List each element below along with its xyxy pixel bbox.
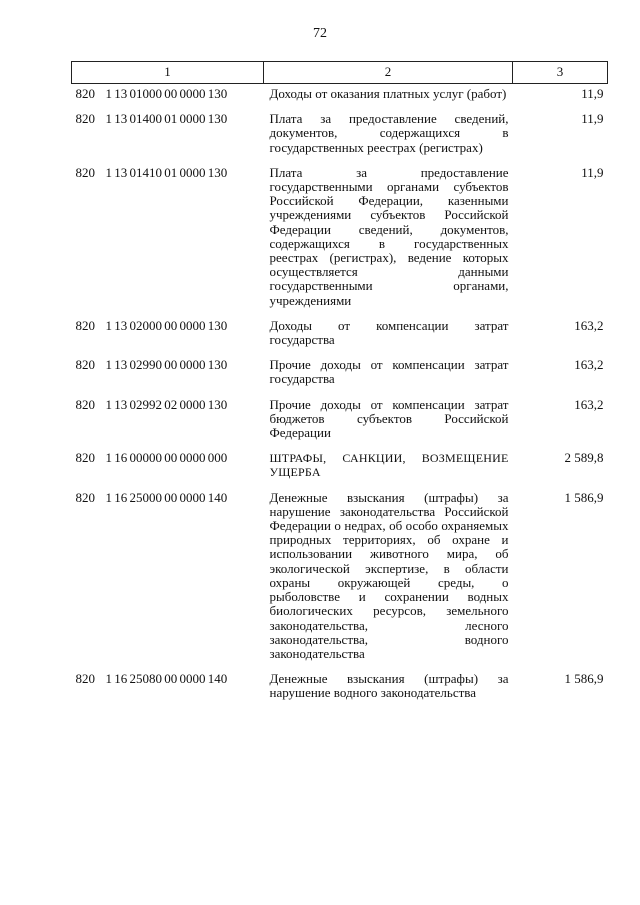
amount-cell: 11,9 bbox=[581, 111, 604, 127]
table-row bbox=[72, 451, 608, 490]
budget-revenue-table bbox=[71, 61, 608, 712]
budget-code-cell bbox=[72, 672, 264, 711]
table-row bbox=[72, 84, 608, 113]
revenue-name-cell: Денежные взыскания (штрафы) за нарушение законодательства Российской Федерации о недрах, об особо охраняемых природных территориях, об охране и использовании животного мира, об экологической экспертизе, в области охраны окружающей среды, о рыболовстве и сохранении водных биологических ресурсов, земельного законодательства, лесного законодательства, водного законодательства bbox=[269, 489, 509, 661]
column-header-1: 1 bbox=[72, 62, 264, 84]
budget-code-cell bbox=[72, 319, 264, 358]
admin-code: 820 bbox=[75, 450, 95, 466]
admin-code: 820 bbox=[75, 111, 95, 127]
classification-code: 1 13 02992 02 0000 130 bbox=[105, 396, 228, 412]
budget-code-cell bbox=[72, 491, 264, 672]
amount-cell: 163,2 bbox=[574, 317, 604, 333]
budget-code-cell bbox=[72, 84, 264, 113]
admin-code: 820 bbox=[75, 86, 95, 101]
amount-cell: 163,2 bbox=[574, 396, 604, 412]
classification-code: 1 13 02990 00 0000 130 bbox=[105, 357, 228, 373]
admin-code: 820 bbox=[75, 317, 95, 333]
table-row bbox=[72, 319, 608, 358]
revenue-name-cell: Плата за предоставление государственными органами субъектов Российской Федерации, казенными учреждениями субъектов Российской Федерации сведений, документов, содержащихся в государственных реестрах (регистрах), ведение которых осуществляется данными государственными органами, учреждениями bbox=[269, 164, 509, 308]
table-row bbox=[72, 398, 608, 452]
classification-code: 1 13 02000 00 0000 130 bbox=[105, 317, 228, 333]
classification-code: 1 16 25080 00 0000 140 bbox=[105, 671, 228, 687]
revenue-name-cell: Доходы от компенсации затрат государства bbox=[269, 317, 509, 348]
budget-code-cell bbox=[72, 112, 264, 166]
table-row bbox=[72, 491, 608, 672]
revenue-name-cell: Прочие доходы от компенсации затрат государства bbox=[269, 357, 509, 387]
column-header-3: 3 bbox=[513, 62, 608, 84]
budget-code-cell bbox=[72, 166, 264, 319]
revenue-name-cell: Денежные взыскания (штрафы) за нарушение водного законодательства bbox=[269, 671, 509, 701]
budget-code-cell bbox=[72, 398, 264, 452]
table-row bbox=[72, 672, 608, 711]
admin-code: 820 bbox=[75, 396, 95, 412]
amount-cell: 1 586,9 bbox=[564, 671, 604, 687]
column-header-2: 2 bbox=[264, 62, 513, 84]
classification-code: 1 13 01400 01 0000 130 bbox=[105, 111, 228, 127]
table-row bbox=[72, 358, 608, 397]
admin-code: 820 bbox=[75, 357, 95, 373]
revenue-name-cell: ШТРАФЫ, САНКЦИИ, ВОЗМЕЩЕНИЕ УЩЕРБА bbox=[269, 451, 509, 480]
amount-cell: 1 586,9 bbox=[564, 489, 604, 505]
admin-code: 820 bbox=[75, 489, 95, 505]
revenue-name-cell: Прочие доходы от компенсации затрат бюджетов субъектов Российской Федерации bbox=[269, 396, 509, 441]
amount-cell: 2 589,8 bbox=[564, 450, 604, 466]
admin-code: 820 bbox=[75, 671, 95, 687]
classification-code: 1 13 01000 00 0000 130 bbox=[105, 86, 228, 101]
classification-code: 1 16 00000 00 0000 000 bbox=[105, 450, 228, 466]
admin-code: 820 bbox=[75, 164, 95, 180]
classification-code: 1 16 25000 00 0000 140 bbox=[105, 489, 228, 505]
page-number: 72 bbox=[313, 26, 327, 41]
budget-code-cell bbox=[72, 358, 264, 397]
table-body bbox=[72, 84, 608, 712]
amount-cell: 163,2 bbox=[574, 357, 604, 373]
revenue-name-cell: Плата за предоставление сведений, документов, содержащихся в государственных реестрах (регистрах) bbox=[269, 111, 509, 155]
table-row bbox=[72, 166, 608, 319]
budget-code-cell bbox=[72, 451, 264, 490]
classification-code: 1 13 01410 01 0000 130 bbox=[105, 164, 228, 180]
table-row bbox=[72, 112, 608, 166]
revenue-name-cell: Доходы от оказания платных услуг (работ) bbox=[269, 86, 507, 101]
table-header-row bbox=[72, 62, 608, 84]
amount-cell: 11,9 bbox=[581, 86, 604, 101]
amount-cell: 11,9 bbox=[581, 164, 604, 180]
